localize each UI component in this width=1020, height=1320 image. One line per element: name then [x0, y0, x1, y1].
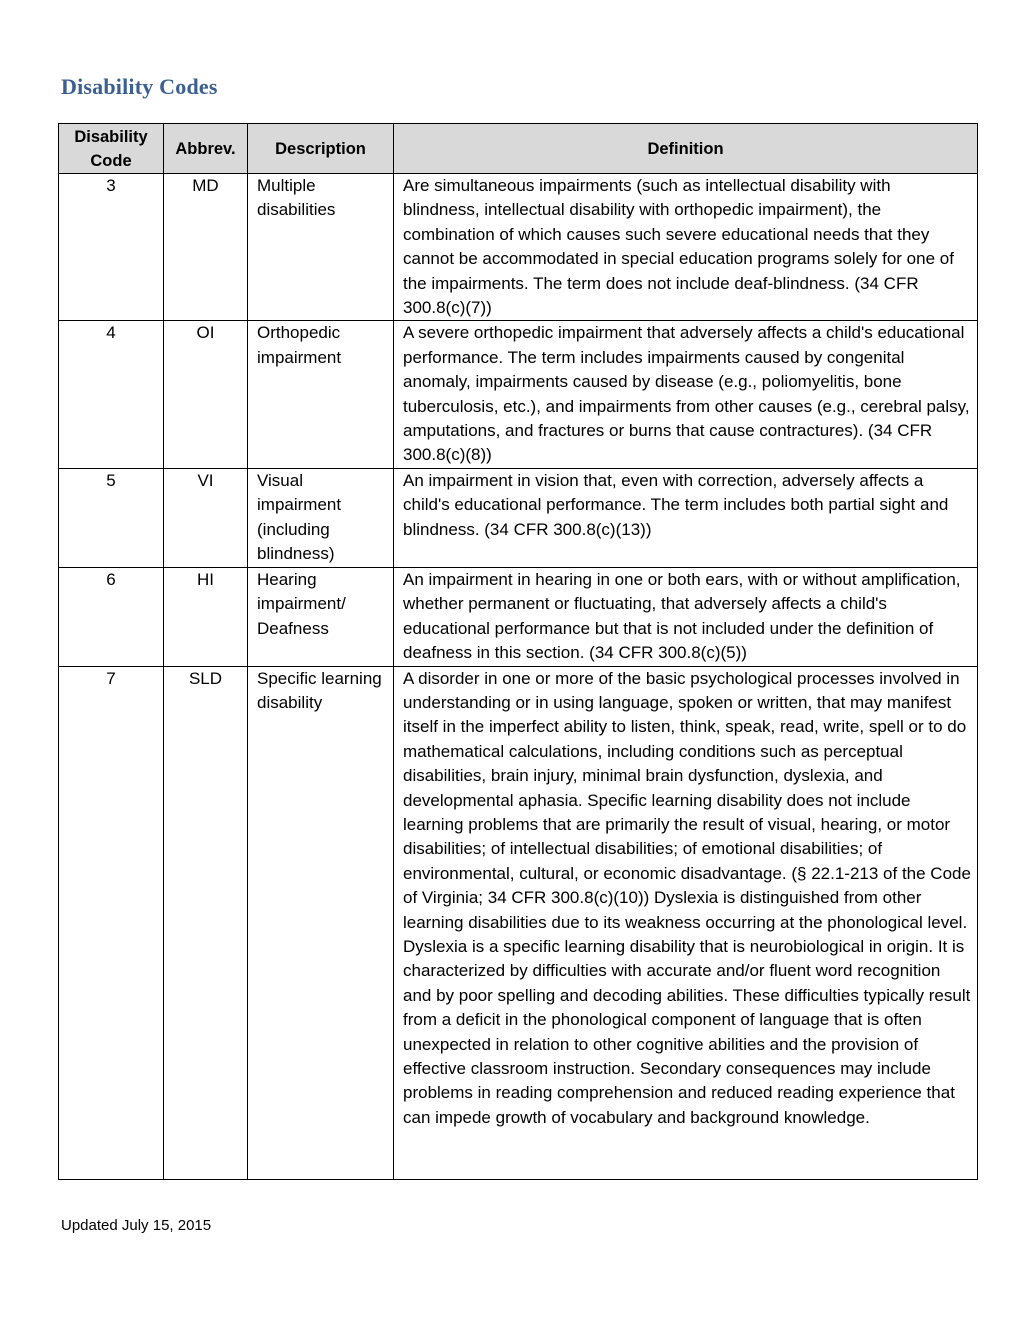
- table-row: [59, 468, 978, 567]
- cell-code: 3: [59, 174, 164, 321]
- table-row: [59, 174, 978, 321]
- footer-updated-date: Updated July 15, 2015: [61, 1217, 212, 1234]
- cell-definition: A disorder in one or more of the basic psychological processes involved in understanding or in using language, spoken or written, that may manifest itself in the imperfect ability to listen, think, speak, read, write, spell or to do mathematical calculations, including conditions such as perceptual disabilities, brain injury, minimal brain dysfunction, dyslexia, and developmental aphasia. Specific learning disability does not include learning problems that are primarily the result of visual, hearing, or motor disabilities; of intellectual disabilities; of emotional disabilities; of environmental, cultural, or economic disadvantage. (§ 22.1-213 of the Code of Virginia; 34 CFR 300.8(c)(10)) Dyslexia is distinguished from other learning disabilities due to its weakness occurring at the phonological level. Dyslexia is a specific learning disability that is neurobiological in origin. It is characterized by difficulties with accurate and/or fluent word recognition and by poor spelling and decoding abilities. These difficulties typically result from a deficit in the phonological component of language that is often unexpected in relation to other cognitive abilities and the provision of effective classroom instruction. Secondary consequences may include problems in reading comprehension and reduced reading experience that can impede growth of vocabulary and background knowledge.: [394, 666, 978, 1179]
- cell-abbrev: MD: [164, 174, 248, 321]
- cell-description: Orthopedic impairment: [248, 321, 394, 468]
- cell-abbrev: VI: [164, 468, 248, 567]
- cell-description: Visual impairment (including blindness): [248, 468, 394, 567]
- header-definition: Definition: [394, 124, 978, 174]
- cell-abbrev: SLD: [164, 666, 248, 1179]
- cell-code: 6: [59, 567, 164, 666]
- cell-description: Specific learning disability: [248, 666, 394, 1179]
- header-row: [59, 124, 978, 174]
- table-header: [59, 124, 978, 174]
- table-row: [59, 321, 978, 468]
- cell-code: 4: [59, 321, 164, 468]
- cell-definition: Are simultaneous impairments (such as intellectual disability with blindness, intellectual disability with orthopedic impairment), the combination of which causes such severe educational needs that they cannot be accommodated in special education programs solely for one of the impairments. The term does not include deaf-blindness. (34 CFR 300.8(c)(7)): [394, 174, 978, 321]
- cell-definition: A severe orthopedic impairment that adversely affects a child's educational performance. The term includes impairments caused by congenital anomaly, impairments caused by disease (e.g., poliomyelitis, bone tuberculosis, etc.), and impairments from other causes (e.g., cerebral palsy, amputations, and fractures or burns that cause contractures). (34 CFR 300.8(c)(8)): [394, 321, 978, 468]
- cell-definition: An impairment in vision that, even with correction, adversely affects a child's educational performance. The term includes both partial sight and blindness. (34 CFR 300.8(c)(13)): [394, 468, 978, 567]
- header-abbrev: Abbrev.: [164, 124, 248, 174]
- cell-abbrev: HI: [164, 567, 248, 666]
- cell-definition: An impairment in hearing in one or both ears, with or without amplification, whether permanent or fluctuating, that adversely affects a child's educational performance but that is not included under the definition of deafness in this section. (34 CFR 300.8(c)(5)): [394, 567, 978, 666]
- header-disability-code: Disability Code: [59, 124, 164, 174]
- cell-abbrev: OI: [164, 321, 248, 468]
- header-description: Description: [248, 124, 394, 174]
- cell-description: Multiple disabilities: [248, 174, 394, 321]
- cell-code: 7: [59, 666, 164, 1179]
- table-body: [59, 174, 978, 1180]
- document-title: Disability Codes: [61, 74, 218, 99]
- cell-description: Hearing impairment/ Deafness: [248, 567, 394, 666]
- disability-codes-table: [58, 123, 978, 1180]
- table-row: [59, 666, 978, 1179]
- table-row: [59, 567, 978, 666]
- cell-code: 5: [59, 468, 164, 567]
